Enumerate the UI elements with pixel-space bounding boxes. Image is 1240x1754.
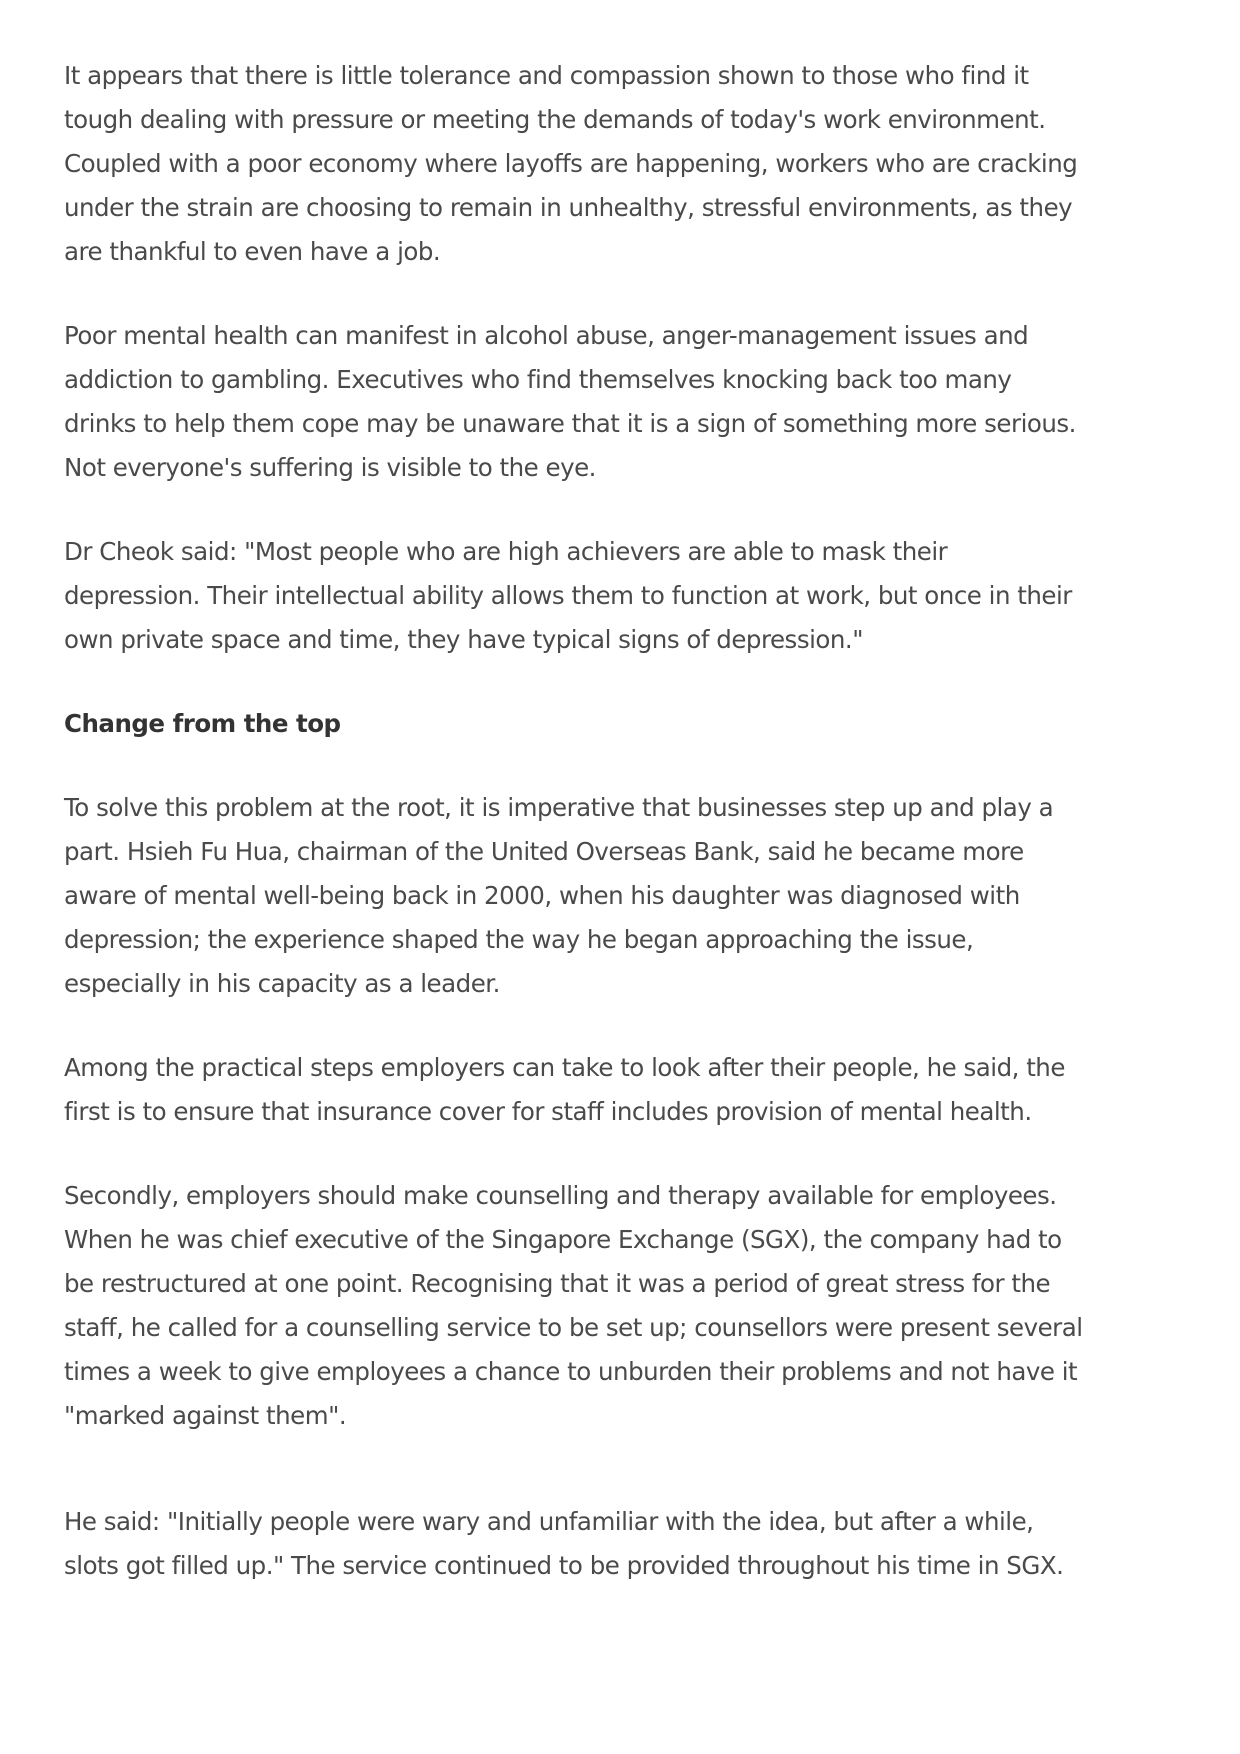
paragraph-counselling <box>64 1174 1154 1438</box>
text-line: part. Hsieh Fu Hua, chairman of the United Overseas Bank, said he became more <box>64 837 1024 866</box>
text-line: He said: "Initially people were wary and unfamiliar with the idea, but after a while, <box>64 1507 1034 1536</box>
text-line: times a week to give employees a chance to unburden their problems and not have it <box>64 1357 1078 1386</box>
text-line: To solve this problem at the root, it is imperative that businesses step up and play a <box>64 793 1054 822</box>
text-line: depression; the experience shaped the way he began approaching the issue, <box>64 925 974 954</box>
text-line: When he was chief executive of the Singapore Exchange (SGX), the company had to <box>64 1225 1062 1254</box>
text-line: are thankful to even have a job. <box>64 237 441 266</box>
text-line: Poor mental health can manifest in alcohol abuse, anger-management issues and <box>64 321 1029 350</box>
text-line: Secondly, employers should make counselling and therapy available for employees. <box>64 1181 1057 1210</box>
text-line: Not everyone's suffering is visible to the eye. <box>64 453 596 482</box>
text-line: Dr Cheok said: "Most people who are high achievers are able to mask their <box>64 537 948 566</box>
text-line: be restructured at one point. Recognising that it was a period of great stress for the <box>64 1269 1051 1298</box>
text-line: especially in his capacity as a leader. <box>64 969 500 998</box>
paragraph-work-pressure <box>64 54 1154 274</box>
text-line: tough dealing with pressure or meeting the demands of today's work environment. <box>64 105 1046 134</box>
text-line: "marked against them". <box>64 1401 347 1430</box>
text-line: drinks to help them cope may be unaware that it is a sign of something more serious. <box>64 409 1076 438</box>
text-line: own private space and time, they have typical signs of depression." <box>64 625 863 654</box>
text-line: It appears that there is little tolerance and compassion shown to those who find it <box>64 61 1029 90</box>
paragraph-service-outcome <box>64 1500 1154 1588</box>
section-heading: Change from the top <box>64 709 341 738</box>
paragraph-businesses-step-up <box>64 786 1154 1006</box>
text-line: under the strain are choosing to remain in unhealthy, stressful environments, as they <box>64 193 1073 222</box>
text-line: depression. Their intellectual ability allows them to function at work, but once in their <box>64 581 1072 610</box>
text-line: staff, he called for a counselling service to be set up; counsellors were present several <box>64 1313 1083 1342</box>
text-line: Among the practical steps employers can take to look after their people, he said, the <box>64 1053 1065 1082</box>
text-line: first is to ensure that insurance cover for staff includes provision of mental health. <box>64 1097 1032 1126</box>
paragraph-dr-cheok-quote <box>64 530 1154 662</box>
paragraph-insurance-cover <box>64 1046 1154 1134</box>
text-line: addiction to gambling. Executives who find themselves knocking back too many <box>64 365 1012 394</box>
text-line: slots got filled up." The service continued to be provided throughout his time in SGX. <box>64 1551 1064 1580</box>
text-line: aware of mental well-being back in 2000, when his daughter was diagnosed with <box>64 881 1020 910</box>
paragraph-mental-health <box>64 314 1154 490</box>
text-line: Coupled with a poor economy where layoffs are happening, workers who are cracking <box>64 149 1078 178</box>
article-body <box>64 54 1154 1628</box>
